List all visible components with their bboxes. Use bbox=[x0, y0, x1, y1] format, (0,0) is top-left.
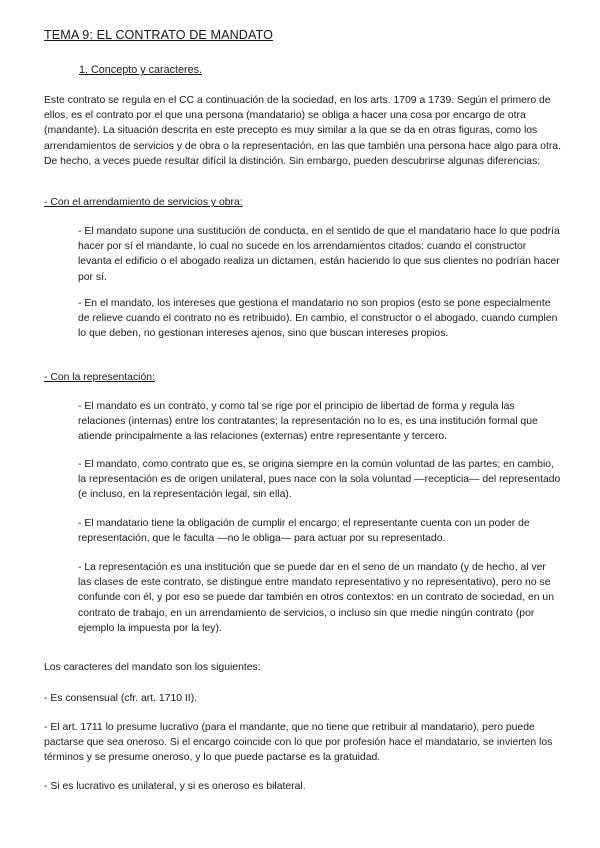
paragraph-arrendamiento-1: - El mandato supone una sustitución de conducta, en el sentido de que el mandatario hace lo que podría hacer por sí el mandante, lo cual no sucede en los arrendamientos citados: cuando el constructor levanta el edificio o el abogado realiza un dictamen, están haciendo lo que sus clientes no podrían hacer por sí. bbox=[78, 226, 560, 283]
subheading-arrendamiento: - Con el arrendamiento de servicios y obra: bbox=[44, 197, 243, 208]
section-heading: 1. Concepto y caracteres. bbox=[79, 64, 203, 76]
intro-paragraph: Este contrato se regula en el CC a continuación de la sociedad, en los arts. 1709 a 1739. Según el primero de ellos, es el contrato por el que una persona (mandatario) se obliga a hacer una cosa por encargo de otra (mandante). La situación descrita en este precepto es muy similar a la que se da en otras figuras, como los arrendamientos de servicios y de obra o la representación, en las que también una persona hace algo para otra. De hecho, a veces puede resultar difícil la distinción. Sin embargo, pueden descubrirse algunas diferencias: bbox=[44, 95, 561, 167]
paragraph-representacion-2: - El mandato, como contrato que es, se origina siempre en la común voluntad de las partes; en cambio, la representación es de origen unilateral, pues nace con la sola voluntad —recepticia— del representado (e incluso, en la representación legal, sin ella). bbox=[78, 459, 561, 501]
page-title: TEMA 9: EL CONTRATO DE MANDATO bbox=[44, 28, 274, 42]
paragraph-representacion-1: - El mandato es un contrato, y como tal se rige por el principio de libertad de forma y regula las relaciones (internas) entre los contratantes; la representación no lo es, es una institución formal que atiende principalmente a las relaciones (externas) entre representante y tercero. bbox=[78, 401, 538, 443]
caracter-item-3: - Si es lucrativo es unilateral, y si es oneroso es bilateral. bbox=[44, 781, 306, 792]
caracteres-intro: Los caracteres del mandato son los siguientes: bbox=[44, 662, 261, 673]
paragraph-arrendamiento-2: - En el mandato, los intereses que gestiona el mandatario no son propios (esto se pone especialmente de relieve cuando el contrato no es retribuido). En cambio, el constructor o el abogado, cuando cumplen lo que deben, no gestionan intereses ajenos, sino que buscan intereses propios. bbox=[78, 298, 558, 340]
paragraph-representacion-3: - El mandatario tiene la obligación de cumplir el encargo; el representante cuenta con un poder de representación, que le faculta —no le obliga— para actuar por su representado. bbox=[78, 518, 530, 545]
caracter-item-2: - El art. 1711 lo presume lucrativo (para el mandante, que no tiene que retribuir al mandatario), pero puede pactarse que sea oneroso. Si el encargo coincide con lo que por profesión hace el mandatario, se invierten los términos y se presume oneroso, y lo que puede pactarse es la gratuidad. bbox=[44, 722, 553, 764]
subheading-representacion: - Con la representación: bbox=[44, 372, 155, 383]
paragraph-representacion-4: - La representación es una institución que se puede dar en el seno de un mandato (y de hecho, al ver las clases de este contrato, se distingue entre mandato representativo y no representativo), pero no se confunde con él, y por eso se puede dar también en otros contextos: en un contrato de sociedad, en un contrato de trabajo, en un arrendamiento de servicios, o incluso sin que medie ningún contrato (por ejemplo la impuesta por la ley). bbox=[78, 562, 554, 634]
caracter-item-1: - Es consensual (cfr. art. 1710 II). bbox=[44, 693, 198, 704]
